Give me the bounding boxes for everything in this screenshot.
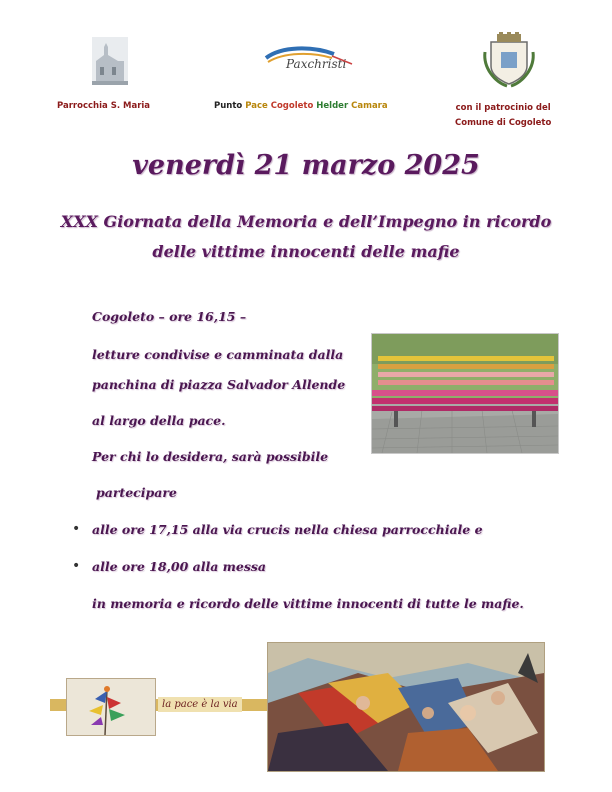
body-line-2: letture condivise e camminata dalla — [92, 347, 344, 362]
bullet-2-glyph: • — [72, 558, 81, 574]
footer-motto: la pace è la via — [158, 697, 242, 712]
patronage-block — [455, 101, 551, 131]
event-title — [40, 207, 572, 267]
pax-christi-logo — [262, 46, 354, 78]
patronage-line-1: con il patrocinio del — [455, 103, 551, 113]
mural-painting — [267, 642, 545, 772]
pax-logo-text: Paxchristi — [286, 57, 347, 71]
flags-thumbnail — [66, 678, 156, 736]
patronage-line-2: Comune di Cogoleto — [455, 118, 552, 128]
organizer-word-5: Camara — [351, 101, 388, 111]
organizer-word-3: Cogoleto — [270, 101, 314, 111]
body-line-7: in memoria e ricordo delle vittime innocenti di tutte le mafie. — [92, 596, 524, 611]
organizer-word-2: Pace — [245, 101, 268, 111]
bullet-2-text: alle ore 18,00 alla messa — [92, 559, 267, 574]
body-line-6: partecipare — [96, 485, 177, 500]
organizer-name — [214, 101, 388, 111]
bullet-1-text: alle ore 17,15 alla via crucis nella chiesa parrocchiale e — [92, 522, 483, 537]
organizer-word-4: Helder — [316, 101, 349, 111]
event-time: Cogoleto – ore 16,15 – — [92, 309, 247, 324]
parish-name: Parrocchia S. Maria — [57, 101, 151, 111]
body-line-5: Per chi lo desidera, sarà possibile — [92, 449, 329, 464]
event-title-line-2: delle vittime innocenti delle mafie — [152, 242, 460, 261]
organizer-word-1: Punto — [214, 101, 243, 111]
coat-of-arms-logo — [481, 32, 537, 88]
body-line-3: panchina di piazza Salvador Allende — [92, 377, 346, 392]
rainbow-bench-photo — [371, 333, 559, 454]
event-title-line-1: XXX Giornata della Memoria e dell’Impegno in ricordo — [60, 212, 552, 231]
event-date: venerdì 21 marzo 2025 — [132, 150, 480, 181]
bullet-1-glyph: • — [72, 521, 81, 537]
body-line-4: al largo della pace. — [92, 413, 226, 428]
church-logo — [92, 37, 128, 85]
